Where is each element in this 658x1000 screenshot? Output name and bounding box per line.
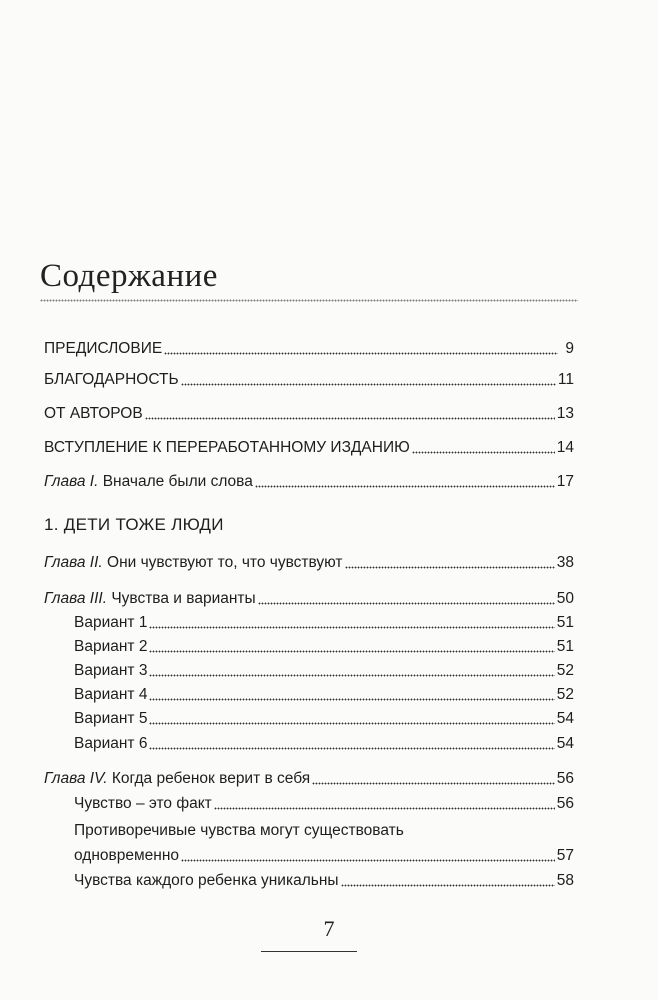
toc-page-number: 13 [556, 405, 574, 422]
page-number: 7 [323, 916, 335, 941]
toc-entry-text: Чувство – это факт [74, 795, 212, 812]
toc-entry-text: Они чувствуют то, что чувствуют [102, 554, 343, 571]
dot-leader [255, 485, 555, 488]
toc-subentry[interactable] [74, 612, 574, 634]
title-dotted-rule [40, 299, 578, 302]
dot-leader [345, 566, 555, 569]
toc-subentry[interactable] [74, 684, 574, 706]
chapter-label: Глава I. [44, 473, 99, 490]
toc-page-number: 51 [556, 638, 574, 655]
dot-leader [149, 674, 554, 677]
dot-leader [412, 451, 555, 454]
dot-leader [181, 859, 555, 862]
toc-entry-text: Вариант 5 [74, 710, 148, 727]
page-title: Содержание [40, 258, 218, 294]
toc-entry-text: Вначале были слова [98, 473, 253, 490]
toc-subentry[interactable] [74, 870, 574, 892]
toc-entry-chapter-1[interactable] [44, 471, 574, 493]
toc-page-number: 14 [556, 439, 574, 456]
toc-entry-text: ОТ АВТОРОВ [44, 405, 143, 422]
toc-entry-text: Вариант 4 [74, 686, 148, 703]
dot-leader [312, 782, 555, 785]
toc-page-number: 50 [556, 590, 574, 607]
toc-page-number: 9 [565, 340, 574, 357]
toc-entry-chapter-4[interactable] [44, 768, 574, 790]
part-heading: 1. ДЕТИ ТОЖЕ ЛЮДИ [44, 515, 224, 534]
toc-page-number: 54 [556, 735, 574, 752]
dot-leader [341, 884, 555, 887]
toc-page-number: 52 [556, 686, 574, 703]
toc-entry-text: одновременно [74, 847, 179, 864]
chapter-label: Глава II. [44, 554, 103, 571]
toc-entry-acknowledgements[interactable] [44, 369, 574, 391]
chapter-label: Глава III. [44, 590, 108, 607]
dot-leader [214, 807, 555, 810]
toc-entry-from-authors[interactable] [44, 403, 574, 425]
toc-entry-text: Вариант 3 [74, 662, 148, 679]
toc-page-number: 57 [556, 847, 574, 864]
dot-leader [149, 722, 554, 725]
toc-entry-text: Вариант 1 [74, 614, 148, 631]
toc-page-number: 38 [556, 554, 574, 571]
toc-entry-text: Чувства каждого ребенка уникальны [74, 872, 339, 889]
dot-leader [258, 602, 555, 605]
page-number-rule [261, 951, 357, 952]
toc-entry-text: ВСТУПЛЕНИЕ К ПЕРЕРАБОТАННОМУ ИЗДАНИЮ [44, 439, 410, 456]
toc-subentry[interactable] [74, 636, 574, 658]
toc-page-number: 17 [556, 473, 574, 490]
dot-leader [149, 626, 554, 629]
dot-leader [149, 698, 554, 701]
dot-leader [181, 383, 556, 386]
toc-subentry-first-line: Противоречивые чувства могут существовать [74, 822, 404, 839]
toc-entry-text: Чувства и варианты [107, 590, 256, 607]
toc-subentry[interactable] [74, 660, 574, 682]
toc-entry-text: ПРЕДИСЛОВИЕ [44, 340, 163, 357]
toc-page-number: 11 [557, 371, 574, 388]
toc-page-number: 56 [556, 770, 574, 787]
chapter-label: Глава IV. [44, 770, 108, 787]
dot-leader [149, 747, 554, 750]
toc-entry-text: БЛАГОДАРНОСТЬ [44, 371, 179, 388]
toc-subentry[interactable] [74, 733, 574, 755]
toc-page-number: 58 [556, 872, 574, 889]
toc-page-number: 56 [556, 795, 574, 812]
toc-entry-text: Вариант 6 [74, 735, 148, 752]
toc-entry-chapter-2[interactable] [44, 552, 574, 574]
toc-subentry[interactable] [74, 708, 574, 730]
toc-entry-chapter-3[interactable] [44, 588, 574, 610]
dot-leader [164, 352, 558, 355]
dot-leader [149, 650, 554, 653]
toc-page-number: 54 [556, 710, 574, 727]
toc-subentry[interactable] [74, 793, 574, 815]
dot-leader [145, 417, 555, 420]
toc-entry-introduction[interactable] [44, 437, 574, 459]
toc-entry-text: Вариант 2 [74, 638, 148, 655]
toc-page-number: 51 [556, 614, 574, 631]
toc-entry-preface[interactable] [44, 338, 574, 360]
toc-subentry[interactable] [74, 845, 574, 867]
toc-entry-text: Когда ребенок верит в себя [107, 770, 311, 787]
toc-page-number: 52 [556, 662, 574, 679]
